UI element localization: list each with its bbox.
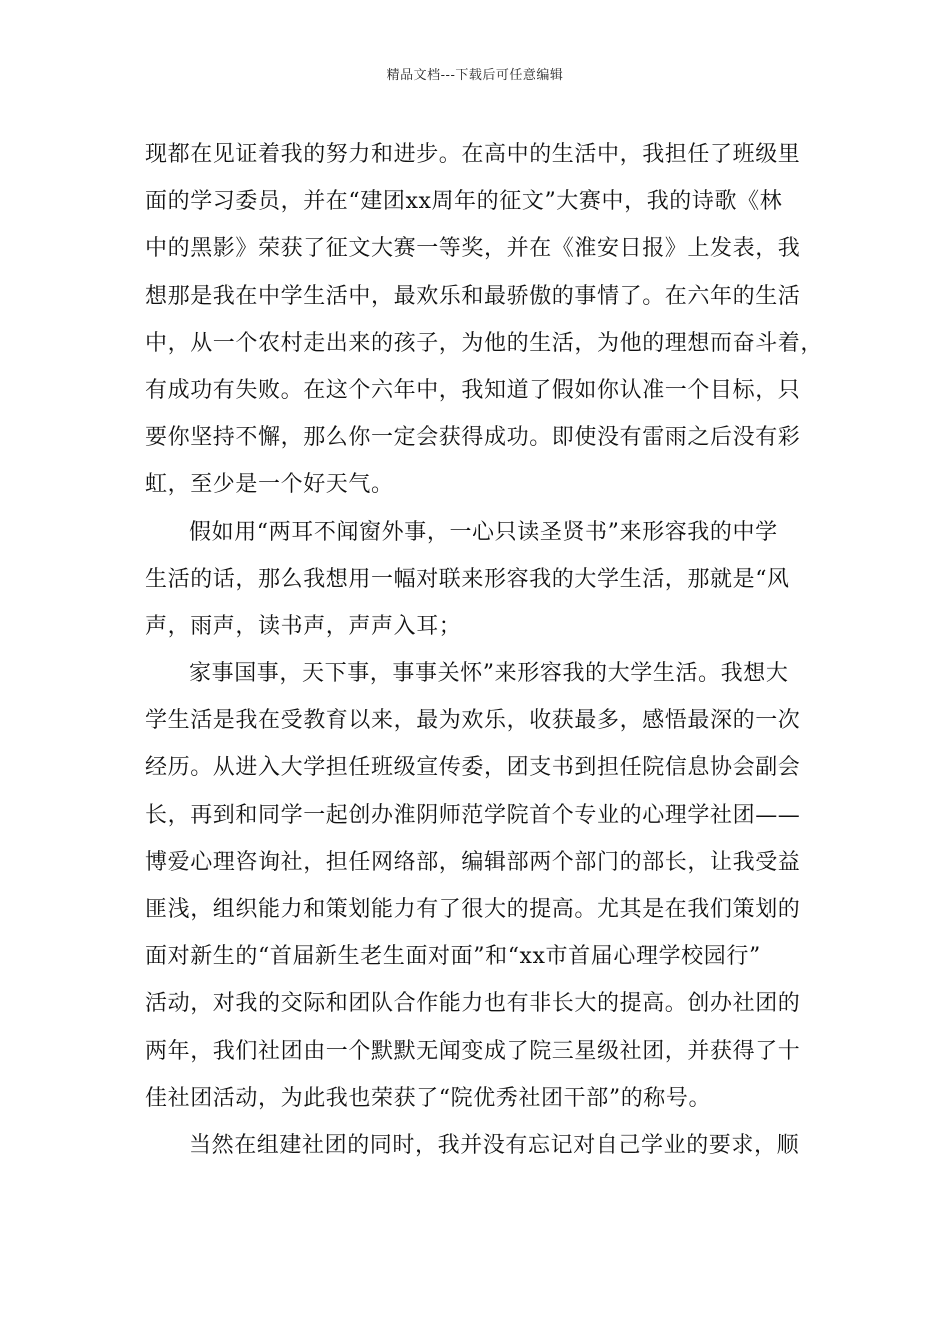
text-line: 活动，对我的交际和团队合作能力也有非长大的提高。创办社团的 (145, 991, 801, 1017)
text-line: 中的黑影》荣获了征文大赛一等奖，并在《淮安日报》上发表，我 (145, 236, 801, 262)
text-line: 想那是我在中学生活中，最欢乐和最骄傲的事情了。在六年的生活 (145, 283, 801, 309)
text-line: 家事国事，天下事，事事关怀”来形容我的大学生活。我想大 (189, 661, 789, 687)
page-header: 精品文档---下载后可任意编辑 (386, 68, 564, 83)
text-line: 面对新生的“首届新生老生面对面”和“xx市首届心理学校园行” (145, 944, 761, 970)
text-line: 两年，我们社团由一个默默无闻变成了院三星级社团，并获得了十 (145, 1038, 801, 1064)
text-line: 要你坚持不懈，那么你一定会获得成功。即使没有雷雨之后没有彩 (145, 425, 801, 451)
text-line: 当然在组建社团的同时，我并没有忘记对自己学业的要求，顺 (189, 1132, 800, 1158)
text-line: 学生活是我在受教育以来，最为欢乐，收获最多，感悟最深的一次 (145, 708, 801, 734)
text-line: 假如用“两耳不闻窗外事，一心只读圣贤书”来形容我的中学 (189, 519, 778, 545)
text-line: 长，再到和同学一起创办淮阴师范学院首个专业的心理学社团—— (145, 802, 801, 828)
text-line: 虹，至少是一个好天气。 (145, 472, 394, 498)
text-line: 博爱心理咨询社，担任网络部，编辑部两个部门的部长，让我受益 (145, 849, 801, 875)
text-line: 匪浅，组织能力和策划能力有了很大的提高。尤其是在我们策划的 (145, 897, 801, 922)
text-line: 声，雨声，读书声，声声入耳； (145, 613, 462, 639)
text-line: 有成功有失败。在这个六年中，我知道了假如你认准一个目标，只 (145, 377, 801, 403)
text-line: 面的学习委员，并在“建团xx周年的征文”大赛中，我的诗歌《林 (145, 189, 783, 215)
body-text (145, 131, 824, 1169)
text-line: 现都在见证着我的努力和进步。在高中的生活中，我担任了班级里 (145, 142, 801, 167)
text-line: 经历。从进入大学担任班级宣传委，团支书到担任院信息协会副会 (145, 755, 801, 781)
text-line: 生活的话，那么我想用一幅对联来形容我的大学生活，那就是“风 (145, 566, 790, 592)
text-line: 佳社团活动，为此我也荣获了“院优秀社团干部”的称号。 (145, 1085, 712, 1111)
text-line: 中，从一个农村走出来的孩子，为他的生活，为他的理想而奋斗着， (145, 330, 824, 356)
